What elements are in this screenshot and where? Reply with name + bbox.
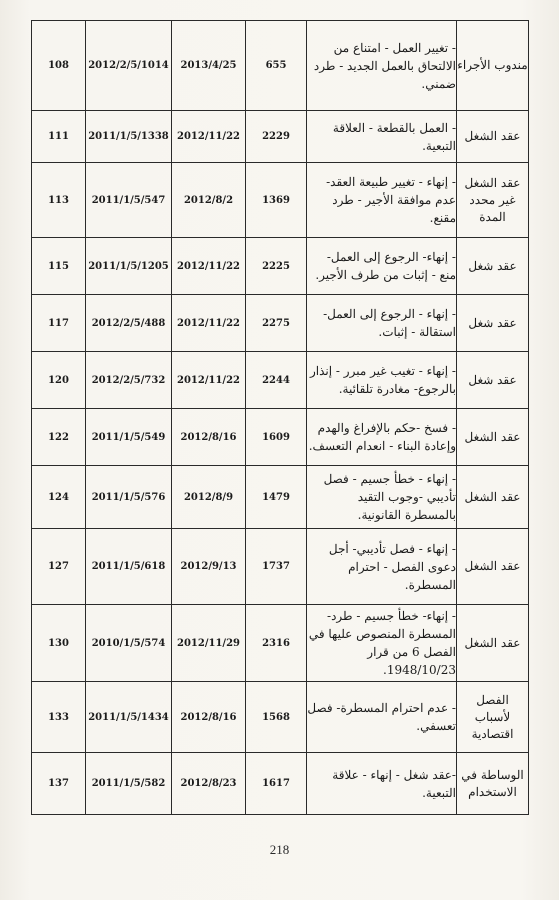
- subject-cell: الفصل لأسباب اقتصادية: [457, 682, 529, 753]
- subject-cell: عقد الشغل: [457, 605, 529, 682]
- file-number-cell: 2011/1/5/1434: [86, 682, 172, 753]
- summary-cell: - إنهاء- خطأ جسيم - طرد- المسطرة المنصوص عليها في الفصل 6 من قرار 1948/10/23.: [307, 605, 457, 682]
- sequence-number-cell: 133: [32, 682, 86, 753]
- subject-cell: عقد الشغل غير محدد المدة: [457, 163, 529, 238]
- ruling-date-cell: 2012/8/2: [172, 163, 246, 238]
- subject-cell: عقد الشغل: [457, 529, 529, 605]
- rulings-table-body: [32, 21, 529, 815]
- table-row: [32, 238, 529, 295]
- case-number-cell: 1737: [246, 529, 307, 605]
- sequence-number-cell: 137: [32, 753, 86, 815]
- ruling-date-cell: 2012/11/22: [172, 352, 246, 409]
- file-number-cell: 2011/1/5/1338: [86, 111, 172, 163]
- table-row: [32, 753, 529, 815]
- file-number-cell: 2011/1/5/547: [86, 163, 172, 238]
- table-row: [32, 682, 529, 753]
- case-number-cell: 1609: [246, 409, 307, 466]
- table-row: [32, 605, 529, 682]
- file-number-cell: 2011/1/5/582: [86, 753, 172, 815]
- sequence-number-cell: 127: [32, 529, 86, 605]
- table-row: [32, 21, 529, 111]
- summary-cell: - إنهاء- الرجوع إلى العمل- منع - إثبات من طرف الأجير.: [307, 238, 457, 295]
- sequence-number-cell: 120: [32, 352, 86, 409]
- file-number-cell: 2011/1/5/576: [86, 466, 172, 529]
- case-number-cell: 1369: [246, 163, 307, 238]
- file-number-cell: 2011/1/5/618: [86, 529, 172, 605]
- sequence-number-cell: 115: [32, 238, 86, 295]
- file-number-cell: 2011/1/5/1205: [86, 238, 172, 295]
- ruling-date-cell: 2012/11/29: [172, 605, 246, 682]
- ruling-date-cell: 2012/8/9: [172, 466, 246, 529]
- summary-cell: - إنهاء - خطأ جسيم - فصل تأديبي -وجوب التقيد بالمسطرة القانونية.: [307, 466, 457, 529]
- ruling-date-cell: 2012/8/16: [172, 682, 246, 753]
- subject-cell: مندوب الأجراء: [457, 21, 529, 111]
- ruling-date-cell: 2012/11/22: [172, 111, 246, 163]
- file-number-cell: 2012/2/5/488: [86, 295, 172, 352]
- summary-cell: -عقد شغل - إنهاء - علاقة التبعية.: [307, 753, 457, 815]
- file-number-cell: 2011/1/5/549: [86, 409, 172, 466]
- table-row: [32, 466, 529, 529]
- sequence-number-cell: 108: [32, 21, 86, 111]
- case-number-cell: 2244: [246, 352, 307, 409]
- case-number-cell: 2225: [246, 238, 307, 295]
- summary-cell: - العمل بالقطعة - العلاقة التبعية.: [307, 111, 457, 163]
- summary-cell: - إنهاء - تغيير طبيعة العقد- عدم موافقة الأجير - طرد مقنع.: [307, 163, 457, 238]
- case-number-cell: 2316: [246, 605, 307, 682]
- ruling-date-cell: 2013/4/25: [172, 21, 246, 111]
- sequence-number-cell: 117: [32, 295, 86, 352]
- case-number-cell: 1479: [246, 466, 307, 529]
- summary-cell: - إنهاء - فصل تأديبي- أجل دعوى الفصل - احترام المسطرة.: [307, 529, 457, 605]
- ruling-date-cell: 2012/9/13: [172, 529, 246, 605]
- sequence-number-cell: 130: [32, 605, 86, 682]
- file-number-cell: 2012/2/5/1014: [86, 21, 172, 111]
- subject-cell: عقد الشغل: [457, 409, 529, 466]
- case-number-cell: 2229: [246, 111, 307, 163]
- subject-cell: عقد شغل: [457, 295, 529, 352]
- ruling-date-cell: 2012/8/23: [172, 753, 246, 815]
- sequence-number-cell: 122: [32, 409, 86, 466]
- subject-cell: عقد شغل: [457, 352, 529, 409]
- summary-cell: - إنهاء - الرجوع إلى العمل- استقالة - إثبات.: [307, 295, 457, 352]
- summary-cell: - تغيير العمل - امتناع من الالتحاق بالعمل الجديد - طرد ضمني.: [307, 21, 457, 111]
- rulings-table: [31, 20, 529, 815]
- summary-cell: - إنهاء - تغيب غير مبرر - إنذار بالرجوع- مغادرة تلقائية.: [307, 352, 457, 409]
- case-number-cell: 2275: [246, 295, 307, 352]
- sequence-number-cell: 111: [32, 111, 86, 163]
- case-number-cell: 1617: [246, 753, 307, 815]
- table-row: [32, 111, 529, 163]
- case-number-cell: 655: [246, 21, 307, 111]
- table-row: [32, 409, 529, 466]
- ruling-date-cell: 2012/11/22: [172, 295, 246, 352]
- page-number: 218: [269, 842, 290, 857]
- sequence-number-cell: 113: [32, 163, 86, 238]
- subject-cell: عقد شغل: [457, 238, 529, 295]
- table-row: [32, 163, 529, 238]
- subject-cell: عقد الشغل: [457, 466, 529, 529]
- sequence-number-cell: 124: [32, 466, 86, 529]
- table-row: [32, 529, 529, 605]
- file-number-cell: 2012/2/5/732: [86, 352, 172, 409]
- summary-cell: - فسخ -حكم بالإفراغ والهدم وإعادة البناء - انعدام التعسف.: [307, 409, 457, 466]
- subject-cell: الوساطة في الاستخدام: [457, 753, 529, 815]
- table-row: [32, 295, 529, 352]
- subject-cell: عقد الشغل: [457, 111, 529, 163]
- ruling-date-cell: 2012/8/16: [172, 409, 246, 466]
- ruling-date-cell: 2012/11/22: [172, 238, 246, 295]
- file-number-cell: 2010/1/5/574: [86, 605, 172, 682]
- case-number-cell: 1568: [246, 682, 307, 753]
- table-row: [32, 352, 529, 409]
- summary-cell: - عدم احترام المسطرة- فصل تعسفي.: [307, 682, 457, 753]
